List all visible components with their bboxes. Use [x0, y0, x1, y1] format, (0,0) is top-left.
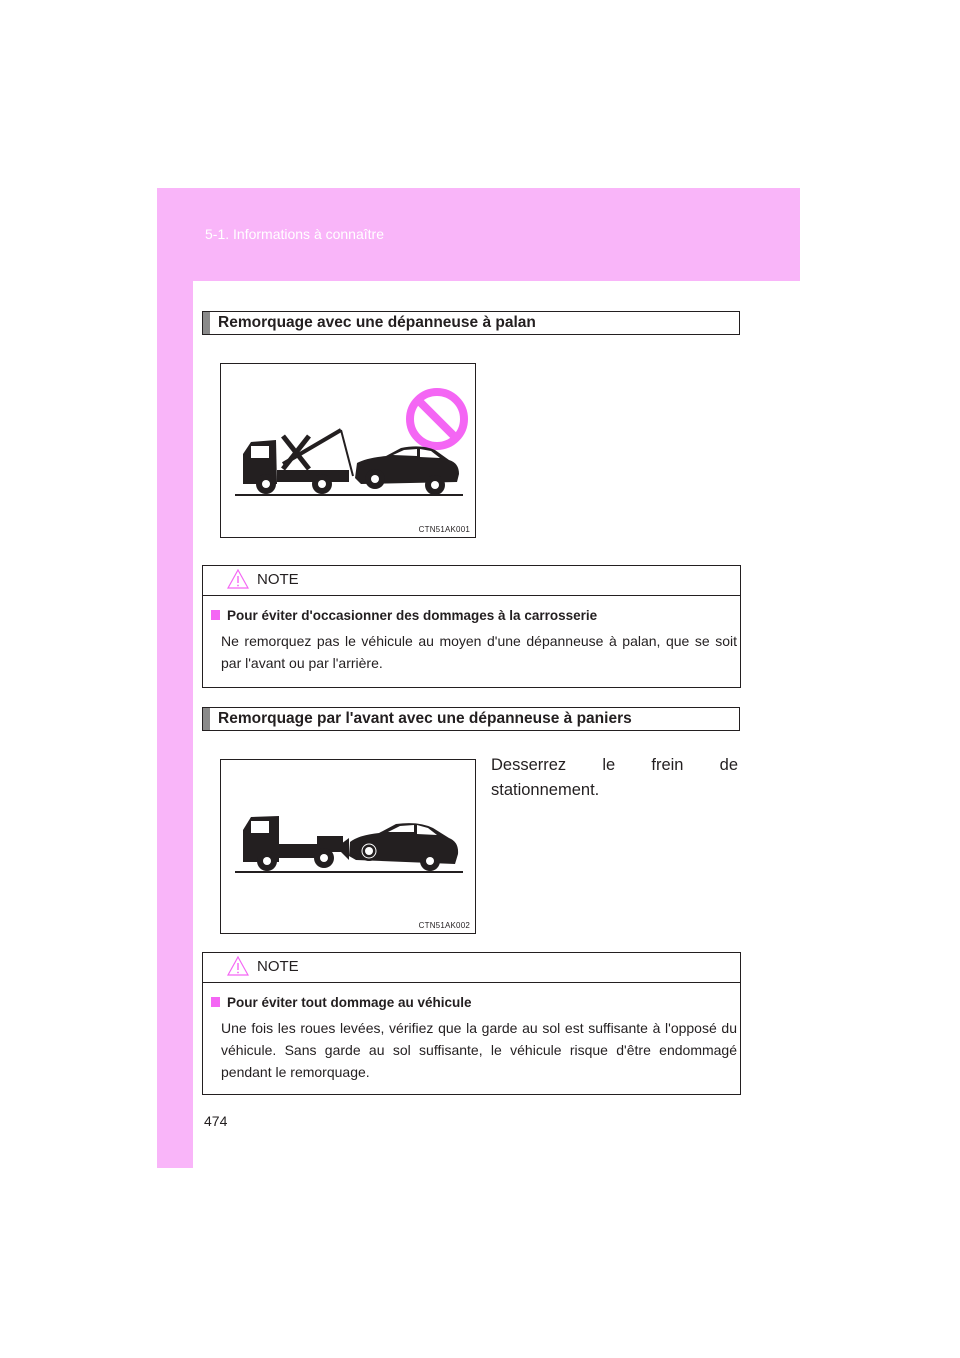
note-box-vehicle-damage — [202, 952, 741, 1095]
instruction-text: Desserrez le frein de stationnement. — [491, 756, 738, 799]
warning-icon — [227, 569, 249, 589]
figure-wheel-lift-tow — [220, 363, 476, 538]
section-title: Remorquage avec une dépanneuse à palan — [218, 314, 536, 331]
note-text: Une fois les roues levées, vérifiez que la garde au sol est suffisante à l'opposé du véhicule. Sans garde au sol suffisante, le véhicule risque d'être endommagé pendant le remorquage. — [221, 1020, 737, 1080]
section-header-paniers — [202, 707, 740, 731]
bullet-square-icon — [211, 610, 220, 620]
warning-icon — [227, 956, 249, 976]
side-strip — [157, 281, 193, 1168]
section-title: Remorquage par l'avant avec une dépanneuse à paniers — [218, 710, 632, 727]
tow-illustration-icon — [221, 364, 477, 539]
note-box-body-damage — [202, 565, 741, 688]
section-header-palan — [202, 311, 740, 335]
breadcrumb: 5-1. Informations à connaître — [205, 226, 384, 242]
figure-code: CTN51AK002 — [418, 921, 470, 930]
bullet-square-icon — [211, 997, 220, 1007]
note-title: Pour éviter d'occasionner des dommages à la carrosserie — [211, 608, 597, 623]
figure-dolly-tow — [220, 759, 476, 934]
note-label: NOTE — [257, 958, 299, 975]
note-title: Pour éviter tout dommage au véhicule — [211, 995, 472, 1010]
page-number: 474 — [204, 1113, 228, 1129]
note-text: Ne remorquez pas le véhicule au moyen d'une dépanneuse à palan, que se soit par l'avant ou par l'arrière. — [221, 633, 737, 671]
note-label: NOTE — [257, 571, 299, 588]
figure-code: CTN51AK001 — [418, 525, 470, 534]
tow-illustration-icon — [221, 760, 477, 935]
